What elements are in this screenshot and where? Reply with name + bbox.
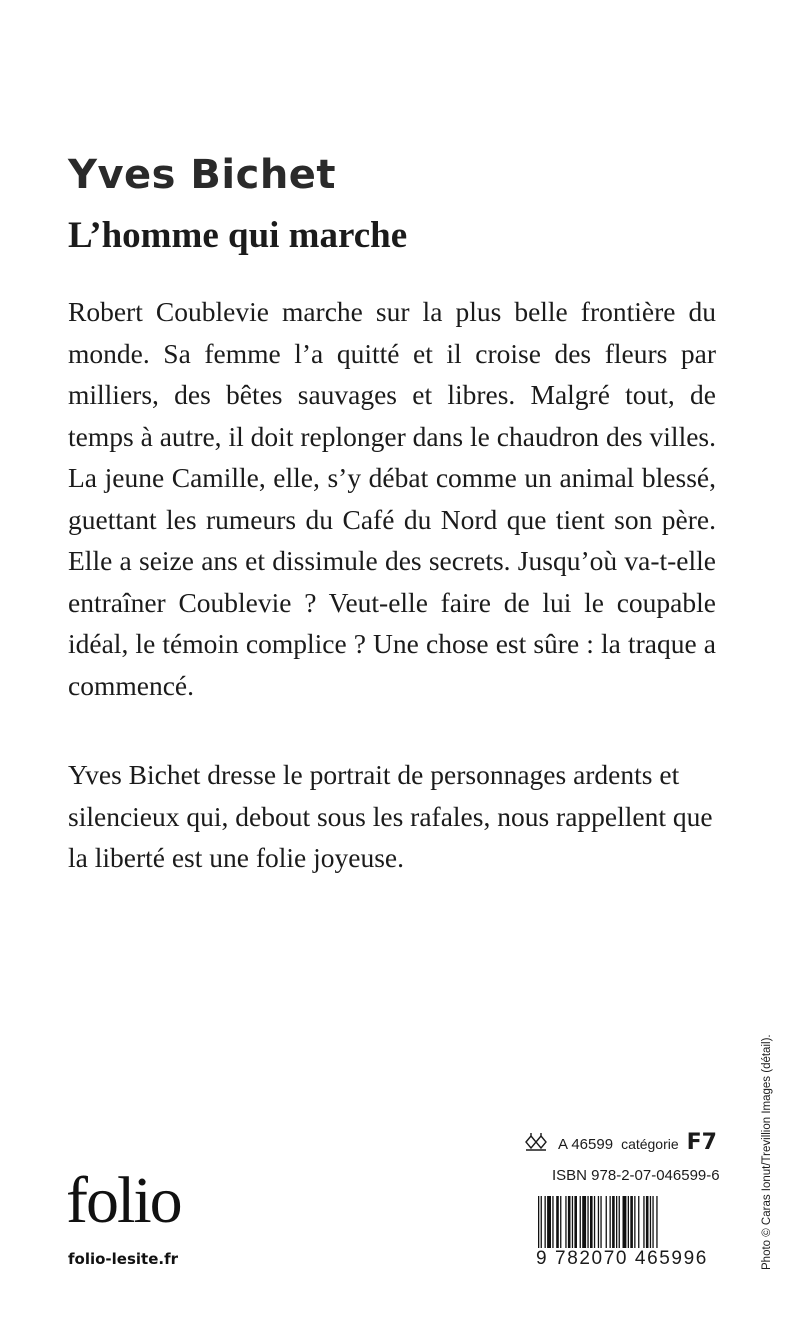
folio-logo: folio (66, 1164, 181, 1237)
barcode-bar (547, 1196, 551, 1254)
barcode-bar (587, 1196, 588, 1254)
barcode (536, 1196, 722, 1272)
barcode-bar (650, 1196, 651, 1254)
barcode-bar (646, 1196, 649, 1254)
barcode-bar (560, 1196, 561, 1254)
category-code: F7 (686, 1130, 717, 1155)
barcode-bar (652, 1196, 653, 1254)
barcode-bar (572, 1196, 573, 1254)
catalog-code-row (522, 1130, 717, 1155)
barcode-digits: 9 782070 465996 (536, 1248, 708, 1269)
barcode-bar (545, 1196, 546, 1254)
category-label: catégorie (621, 1136, 679, 1152)
barcode-bar (568, 1196, 571, 1254)
barcode-bar (612, 1196, 615, 1254)
barcode-bar (598, 1196, 599, 1254)
barcode-bar (610, 1196, 611, 1254)
barcode-bar (582, 1196, 586, 1254)
barcode-bar (565, 1196, 566, 1254)
barcode-bar (538, 1196, 539, 1254)
author-name: Yves Bichet (68, 152, 337, 198)
photo-credit: Photo © Caras Ionut/Trevillion Images (détail). (761, 1034, 773, 1270)
barcode-bar (638, 1196, 639, 1254)
barcode-bar (541, 1196, 542, 1254)
catalog-number: A 46599 (558, 1136, 614, 1153)
barcode-bar (556, 1196, 559, 1254)
barcode-bar (600, 1196, 601, 1254)
publisher-emblem-icon (522, 1133, 550, 1153)
barcode-bar (594, 1196, 595, 1254)
barcode-bar (580, 1196, 581, 1254)
barcode-bar (634, 1196, 635, 1254)
barcode-bar (623, 1196, 627, 1254)
barcode-bar (628, 1196, 629, 1254)
isbn-number: ISBN 978-2-07-046599-6 (552, 1167, 720, 1184)
barcode-bar (552, 1196, 553, 1254)
blurb-paragraph-1: Robert Coublevie marche sur la plus belle frontière du monde. Sa femme l’a quitté et il croise des fleurs par milliers, des bêtes sauvages et libres. Malgré tout, de temps à autre, il doit replonger dans le chaudron des villes. La jeune Camille, elle, s’y débat comme un animal blessé, guettant les rumeurs du Café du Nord que tient son père. Elle a seize ans et dissimule des secrets. Jusqu’où va-t-elle entraîner Coublevie ? Veut-elle faire de lui le coupable idéal, le témoin complice ? Une chose est sûre : la traque a commencé. (68, 296, 716, 701)
barcode-bar (619, 1196, 620, 1254)
barcode-bar (630, 1196, 633, 1254)
publisher-website: folio-lesite.fr (68, 1250, 178, 1268)
book-title: L’homme qui marche (68, 215, 408, 256)
barcode-bars (536, 1196, 722, 1254)
barcode-bar (574, 1196, 577, 1254)
barcode-bar (590, 1196, 593, 1254)
barcode-bar (643, 1196, 644, 1254)
barcode-bar (616, 1196, 617, 1254)
barcode-bar (656, 1196, 657, 1254)
barcode-bar (606, 1196, 607, 1254)
blurb-paragraph-2: Yves Bichet dresse le portrait de personnages ardents et silencieux qui, debout sous les rafales, nous rappellent que la liberté est une folie joyeuse. (68, 759, 713, 873)
